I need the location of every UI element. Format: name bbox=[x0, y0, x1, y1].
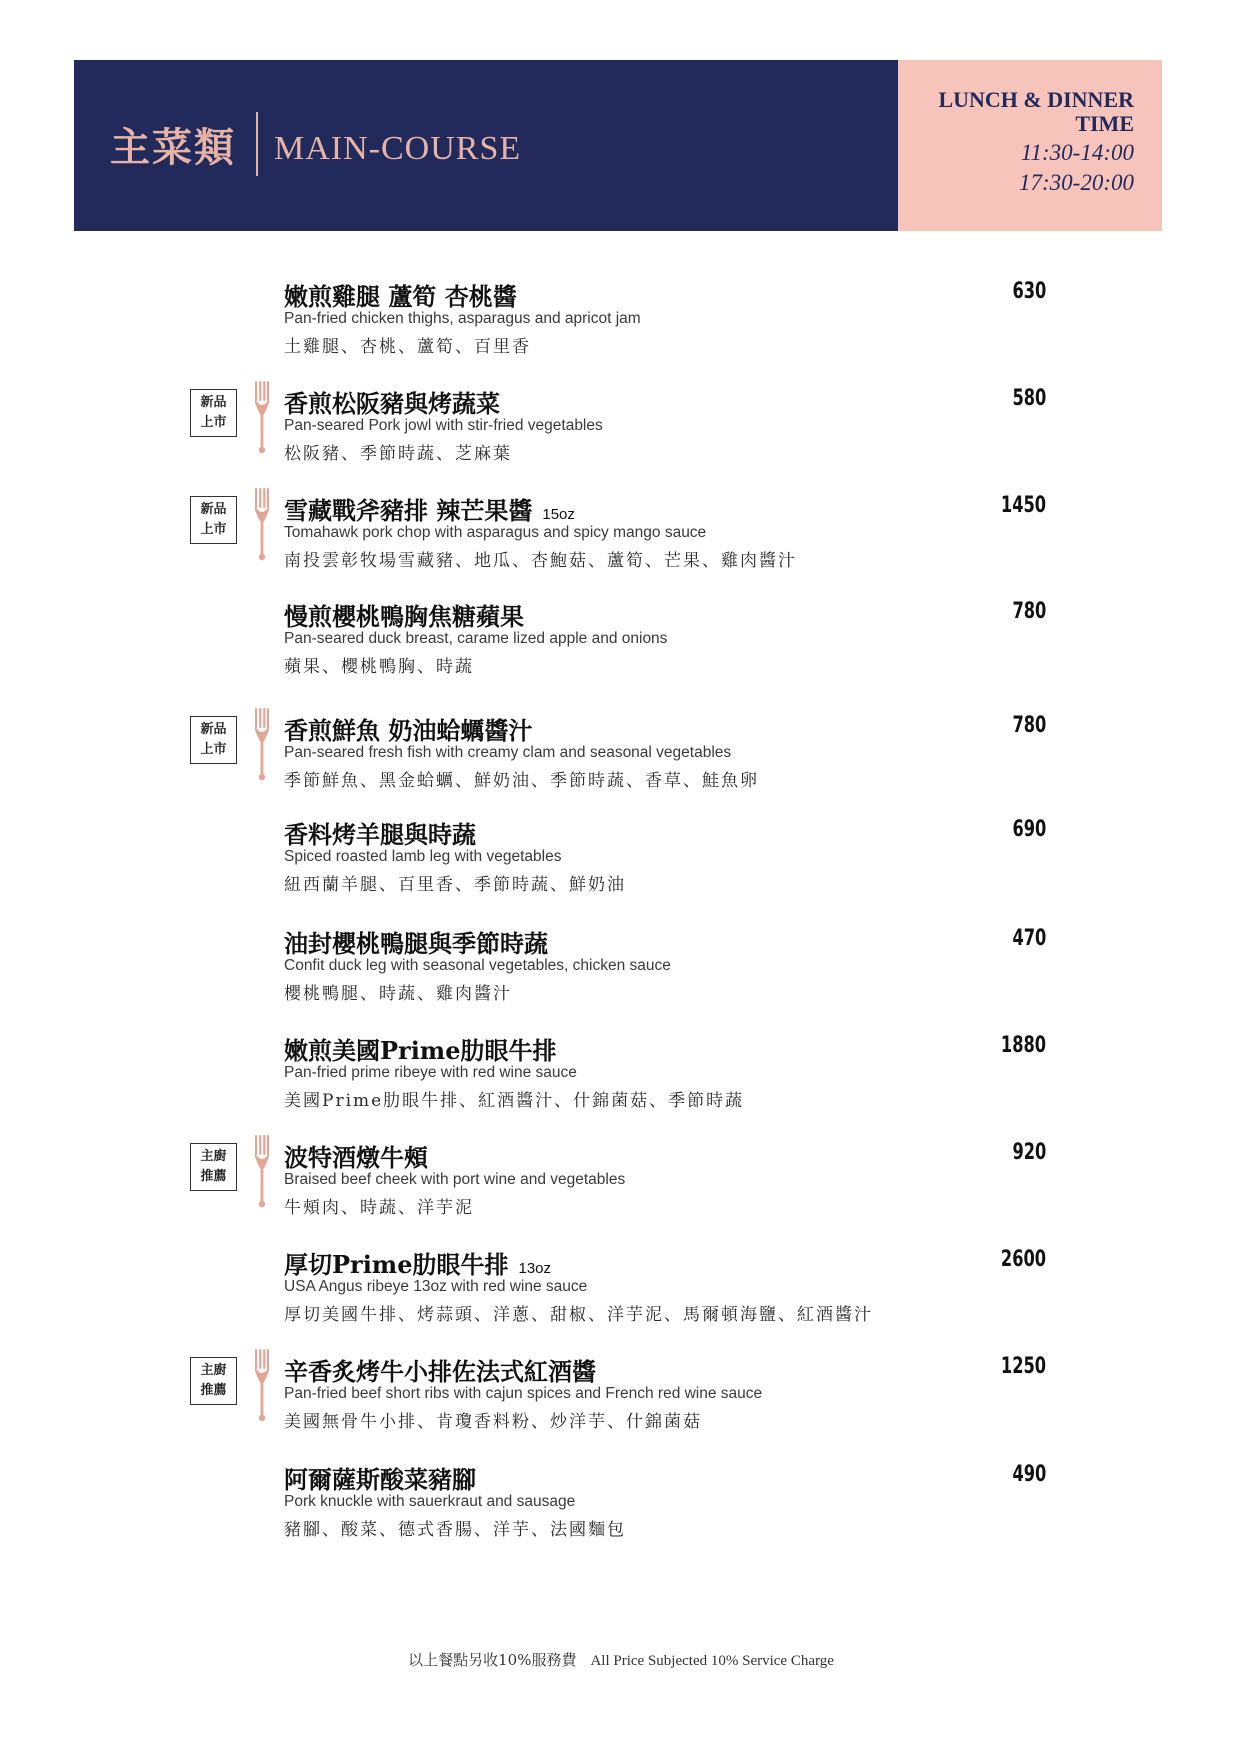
hours-panel bbox=[898, 60, 1162, 231]
item-badge: 主廚 推薦 bbox=[190, 1357, 237, 1405]
item-name-zh bbox=[284, 384, 500, 419]
item-price: 1450 bbox=[1000, 493, 1046, 518]
item-badge: 新品 上市 bbox=[190, 716, 237, 764]
section-title-en: MAIN-COURSE bbox=[274, 130, 522, 167]
item-price: 630 bbox=[1012, 279, 1046, 304]
item-name-zh-text: 波特酒燉牛頰 bbox=[284, 1143, 428, 1172]
item-name-en: Pan-seared fresh fish with creamy clam and seasonal vegetables bbox=[284, 744, 732, 761]
item-ingredients: 土雞腿、杏桃、蘆筍、百里香 bbox=[284, 337, 531, 357]
item-name-zh-text: 香料烤羊腿與時蔬 bbox=[284, 820, 476, 849]
item-ingredients: 美國無骨牛小排、肯瓊香料粉、炒洋芋、什錦菌菇 bbox=[284, 1412, 702, 1432]
item-name-en: Pan-fried beef short ribs with cajun spices and French red wine sauce bbox=[284, 1385, 763, 1402]
item-size: 15oz bbox=[542, 506, 575, 523]
item-name-en: Pan-seared duck breast, carame lized apple and onions bbox=[284, 630, 668, 647]
item-name-zh bbox=[284, 1031, 556, 1066]
item-name-en: Confit duck leg with seasonal vegetables, chicken sauce bbox=[284, 957, 671, 974]
item-size: 13oz bbox=[518, 1260, 552, 1277]
item-ingredients: 紐西蘭羊腿、百里香、季節時蔬、鮮奶油 bbox=[284, 875, 626, 895]
title-divider bbox=[256, 112, 258, 176]
item-ingredients: 松阪豬、季節時蔬、芝麻葉 bbox=[284, 444, 512, 464]
item-badge: 主廚 推薦 bbox=[190, 1143, 237, 1191]
lunch-hours: 11:30-14:00 bbox=[1020, 140, 1134, 165]
menu-item bbox=[0, 384, 1242, 484]
item-name-en: Pan-fried prime ribeye with red wine sauce bbox=[284, 1064, 577, 1081]
menu-item bbox=[0, 924, 1242, 1024]
menu-item bbox=[0, 277, 1242, 377]
section-title-zh: 主菜類 bbox=[110, 124, 236, 171]
item-price: 690 bbox=[1012, 817, 1046, 842]
menu-item bbox=[0, 1460, 1242, 1560]
item-name-en: Tomahawk pork chop with asparagus and spicy mango sauce bbox=[284, 524, 707, 541]
menu-item bbox=[0, 1352, 1242, 1452]
item-name-zh bbox=[284, 1352, 596, 1387]
item-name-zh bbox=[284, 491, 575, 526]
service-charge-note bbox=[0, 1649, 1242, 1670]
item-name-en: Pan-seared Pork jowl with stir-fried vegetables bbox=[284, 417, 603, 434]
item-name-zh-text: 慢煎櫻桃鴨胸焦糖蘋果 bbox=[284, 602, 524, 631]
dinner-hours: 17:30-20:00 bbox=[1019, 170, 1134, 195]
item-name-zh bbox=[284, 1245, 551, 1280]
fork-icon bbox=[254, 488, 270, 562]
item-price: 2600 bbox=[1000, 1247, 1046, 1272]
menu-item bbox=[0, 1031, 1242, 1131]
hours-label bbox=[904, 88, 1134, 136]
item-price: 780 bbox=[1012, 599, 1046, 624]
item-ingredients: 櫻桃鴨腿、時蔬、雞肉醬汁 bbox=[284, 984, 512, 1004]
item-ingredients: 南投雲彰牧場雪藏豬、地瓜、杏鮑菇、蘆筍、芒果、雞肉醬汁 bbox=[284, 551, 797, 571]
item-name-zh bbox=[284, 924, 548, 959]
fork-icon bbox=[254, 381, 270, 455]
item-name-zh-text: 香煎鮮魚 奶油蛤蠣醬汁 bbox=[284, 716, 533, 745]
item-ingredients: 美國Prime肋眼牛排、紅酒醬汁、什錦菌菇、季節時蔬 bbox=[284, 1091, 745, 1111]
item-name-zh-text: 雪藏戰斧豬排 辣芒果醬 bbox=[284, 496, 533, 525]
item-name-zh bbox=[284, 277, 517, 312]
item-price: 780 bbox=[1012, 713, 1046, 738]
menu-item bbox=[0, 711, 1242, 811]
menu-item bbox=[0, 1138, 1242, 1238]
item-price: 1880 bbox=[1000, 1033, 1046, 1058]
item-badge: 新品 上市 bbox=[190, 496, 237, 544]
item-price: 1250 bbox=[1000, 1354, 1046, 1379]
item-price: 490 bbox=[1012, 1462, 1046, 1487]
item-name-zh bbox=[284, 711, 532, 746]
item-name-zh-text: 油封櫻桃鴨腿與季節時蔬 bbox=[284, 929, 548, 958]
item-name-zh bbox=[284, 1138, 428, 1173]
item-ingredients: 季節鮮魚、黑金蛤蠣、鮮奶油、季節時蔬、香草、鮭魚卵 bbox=[284, 771, 759, 791]
item-name-zh-text: 阿爾薩斯酸菜豬腳 bbox=[284, 1465, 476, 1494]
menu-item bbox=[0, 1245, 1242, 1345]
menu-item bbox=[0, 597, 1242, 697]
item-name-zh-text: 香煎松阪豬與烤蔬菜 bbox=[284, 389, 500, 418]
item-name-zh-text: 辛香炙烤牛小排佐法式紅酒醬 bbox=[284, 1357, 596, 1386]
item-price: 920 bbox=[1012, 1140, 1046, 1165]
service-charge-zh: 以上餐點另收10%服務費 bbox=[408, 1651, 577, 1669]
item-ingredients: 豬腳、酸菜、德式香腸、洋芋、法國麵包 bbox=[284, 1520, 626, 1540]
menu-item bbox=[0, 815, 1242, 915]
item-name-en: Spiced roasted lamb leg with vegetables bbox=[284, 848, 562, 865]
item-price: 470 bbox=[1012, 926, 1046, 951]
item-ingredients: 蘋果、櫻桃鴨胸、時蔬 bbox=[284, 657, 474, 677]
item-name-zh bbox=[284, 815, 476, 850]
item-name-zh-text: 厚切Prime肋眼牛排 bbox=[284, 1250, 509, 1279]
item-name-zh bbox=[284, 1460, 476, 1495]
fork-icon bbox=[254, 1135, 270, 1209]
item-badge: 新品 上市 bbox=[190, 389, 237, 437]
item-name-zh bbox=[284, 597, 524, 632]
item-ingredients: 牛頰肉、時蔬、洋芋泥 bbox=[284, 1198, 474, 1218]
item-price: 580 bbox=[1012, 386, 1046, 411]
fork-icon bbox=[254, 708, 270, 782]
title-panel bbox=[74, 60, 898, 231]
item-name-en: Braised beef cheek with port wine and vegetables bbox=[284, 1171, 626, 1188]
item-name-en: Pan-fried chicken thighs, asparagus and apricot jam bbox=[284, 310, 641, 327]
item-name-en: USA Angus ribeye 13oz with red wine sauce bbox=[284, 1278, 588, 1295]
item-ingredients: 厚切美國牛排、烤蒜頭、洋蔥、甜椒、洋芋泥、馬爾頓海鹽、紅酒醬汁 bbox=[284, 1305, 873, 1325]
fork-icon bbox=[254, 1349, 270, 1423]
hours-label-line2: TIME bbox=[1075, 111, 1134, 136]
menu-item bbox=[0, 491, 1242, 591]
menu-header bbox=[74, 60, 1162, 231]
hours-label-line1: LUNCH & DINNER bbox=[938, 87, 1134, 112]
item-name-en: Pork knuckle with sauerkraut and sausage bbox=[284, 1493, 576, 1510]
service-charge-en: All Price Subjected 10% Service Charge bbox=[590, 1653, 834, 1669]
item-name-zh-text: 嫩煎雞腿 蘆筍 杏桃醬 bbox=[284, 282, 517, 311]
item-name-zh-text: 嫩煎美國Prime肋眼牛排 bbox=[284, 1036, 557, 1065]
